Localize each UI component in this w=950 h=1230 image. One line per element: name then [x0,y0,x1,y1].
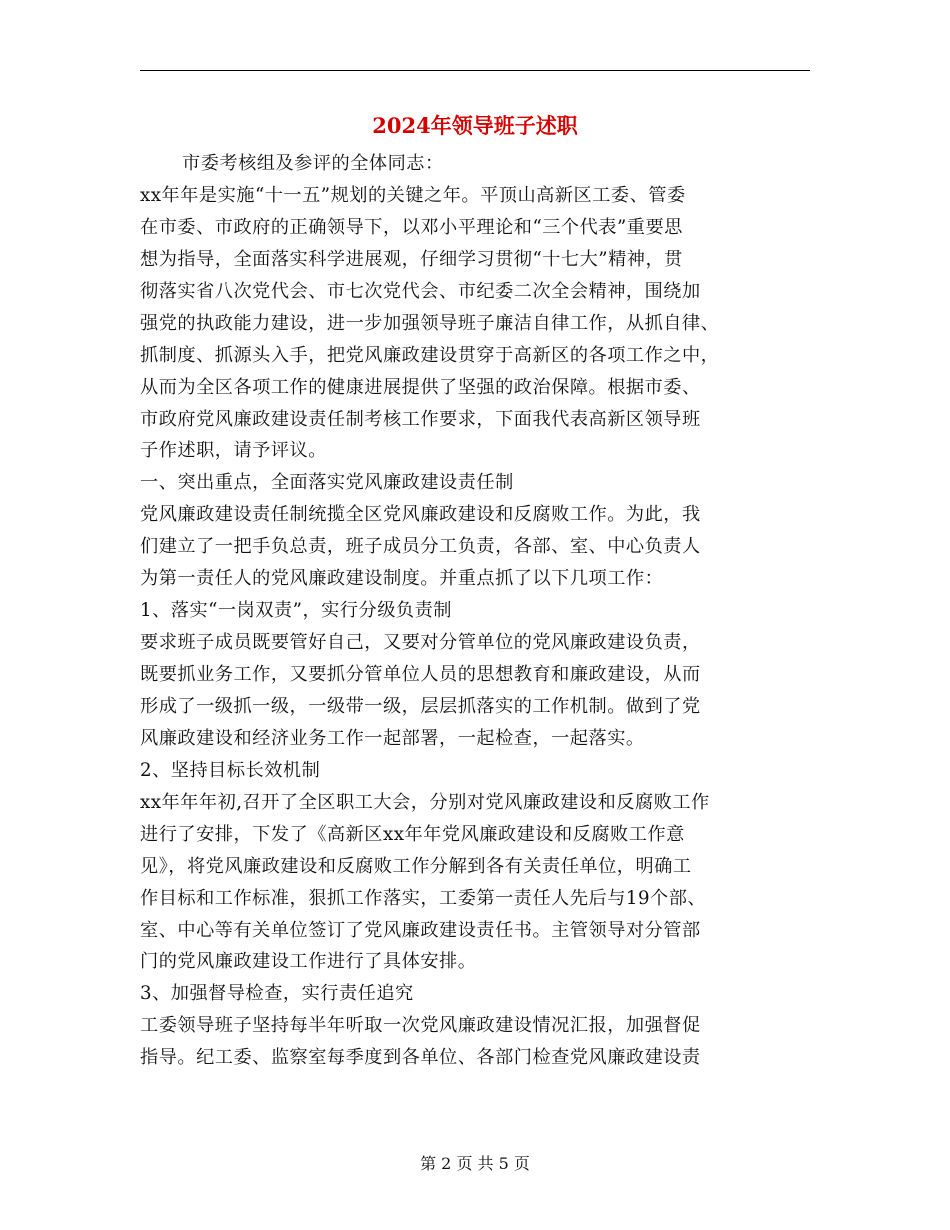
body-line: 抓制度、抓源头入手，把党风廉政建设贯穿于高新区的各项工作之中， [140,344,720,366]
body-line: 党风廉政建设责任制统揽全区党风廉政建设和反腐败工作。为此，我 [140,504,701,526]
body-line: 1、落实“一岗双责”，实行分级负责制 [140,600,452,622]
body-line: 强党的执政能力建设，进一步加强领导班子廉洁自律工作，从抓自律、 [140,312,720,334]
body-line: xx年年年初,召开了全区职工大会，分别对党风廉政建设和反腐败工作 [140,791,710,813]
body-line: 室、中心等有关单位签订了党风廉政建设责任书。主管领导对分管部 [140,919,701,941]
body-line: 风廉政建设和经济业务工作一起部署，一起检查，一起落实。 [140,727,645,749]
body-line: 子作述职，请予评议。 [140,440,327,462]
document-title: 2024年领导班子述职 [372,113,578,138]
document-body [140,148,810,1074]
body-line: 想为指导，全面落实科学进展观，仔细学习贯彻“十七大”精神，贯 [140,248,683,270]
body-line: 2、坚持目标长效机制 [140,759,321,781]
body-line: 见》，将党风廉政建设和反腐败工作分解到各有关责任单位，明确工 [140,855,692,877]
body-line: 为第一责任人的党风廉政建设制度。并重点抓了以下几项工作： [140,568,664,590]
body-line: 们建立了一把手负总责，班子成员分工负责，各部、室、中心负责人 [140,536,701,558]
body-line: 门的党风廉政建设工作进行了具体安排。 [140,951,477,973]
body-line: 进行了安排，下发了《高新区xx年年党风廉政建设和反腐败工作意 [140,823,685,845]
body-line: 指导。纪工委、监察室每季度到各单位、各部门检查党风廉政建设责 [140,1047,701,1069]
body-line: 彻落实省八次党代会、市七次党代会、市纪委二次全会精神，围绕加 [140,280,701,302]
body-line: 工委领导班子坚持每半年听取一次党风廉政建设情况汇报，加强督促 [140,1015,701,1037]
body-line: 形成了一级抓一级，一级带一级，层层抓落实的工作机制。做到了党 [140,695,701,717]
body-line: 在市委、市政府的正确领导下，以邓小平理论和“三个代表”重要思 [140,216,683,238]
body-line: 市政府党风廉政建设责任制考核工作要求，下面我代表高新区领导班 [140,408,701,430]
body-line: xx年年是实施“十一五”规划的关键之年。平顶山高新区工委、管委 [140,184,686,206]
body-line: 要求班子成员既要管好自己，又要对分管单位的党风廉政建设负责， [140,632,701,654]
body-line: 作目标和工作标准，狠抓工作落实，工委第一责任人先后与19个部、 [140,887,707,909]
body-line: 一、突出重点，全面落实党风廉政建设责任制 [140,472,514,494]
body-line: 3、加强督导检查，实行责任追究 [140,983,414,1005]
header-rule [140,70,810,71]
body-line: 市委考核组及参评的全体同志： [182,153,444,174]
body-line: 从而为全区各项工作的健康进展提供了坚强的政治保障。根据市委、 [140,376,701,398]
body-line: 既要抓业务工作，又要抓分管单位人员的思想教育和廉政建设，从而 [140,664,701,685]
page-footer: 第 2 页 共 5 页 [420,1154,530,1173]
